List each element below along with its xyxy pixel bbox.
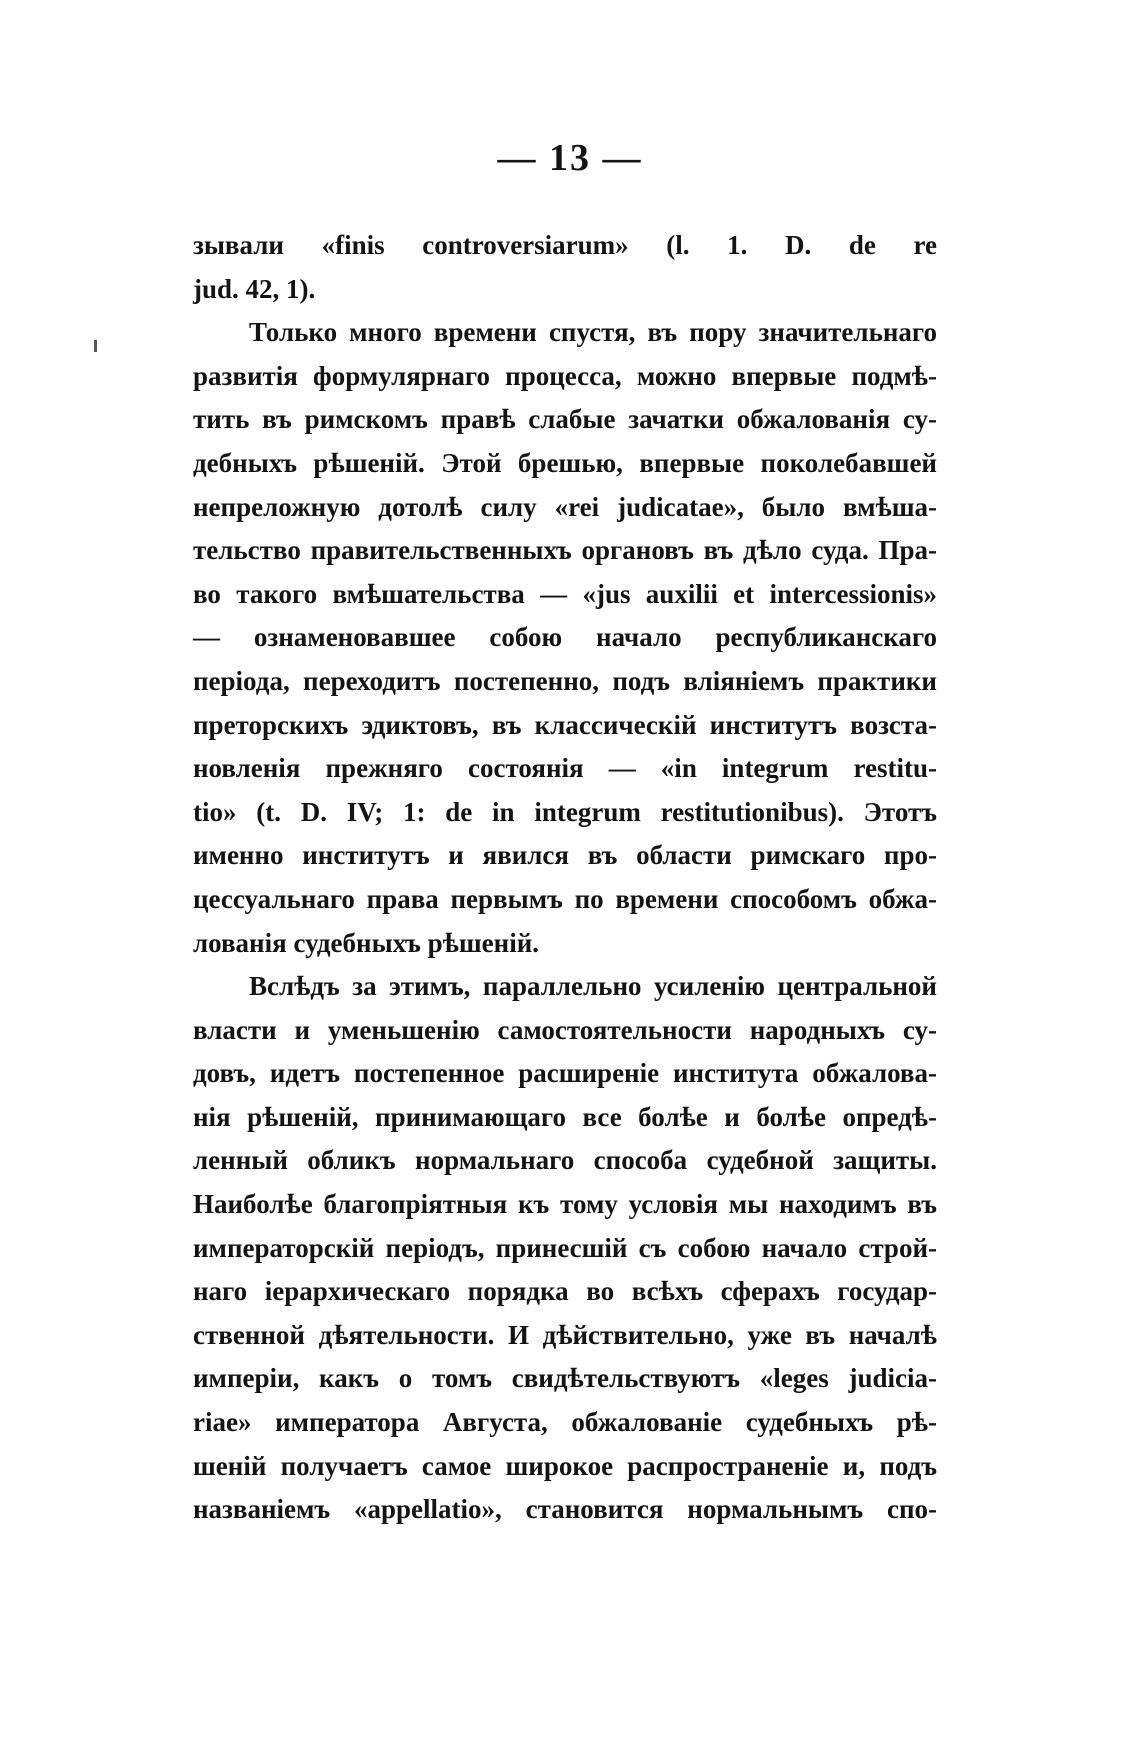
text-line: Только много времени спустя, въ пору значительнаго bbox=[249, 317, 937, 348]
text-line: лованія судебныхъ рѣшеній. bbox=[193, 927, 540, 958]
text-line: именно институтъ и явился въ области римскаго про- bbox=[193, 840, 937, 871]
text-line: нія рѣшеній, принимающаго все болѣе и болѣе опредѣ- bbox=[193, 1101, 937, 1132]
text-line: ленный обликъ нормальнаго способа судебной защиты. bbox=[193, 1145, 937, 1176]
text-line: тельство правительственныхъ органовъ въ дѣло суда. Пра- bbox=[193, 535, 937, 566]
paragraph-3 bbox=[193, 965, 937, 1532]
text-line: непреложную дотолѣ силу «rei judicatae», было вмѣша- bbox=[193, 491, 937, 522]
text-line: имперіи, какъ о томъ свидѣтельствуютъ «leges judicia- bbox=[193, 1363, 937, 1394]
text-line: во такого вмѣшательства — «jus auxilii et intercessionis» bbox=[193, 578, 937, 609]
text-line: тить въ римскомъ правѣ слабые зачатки обжалованія су- bbox=[193, 404, 937, 435]
text-line: Вслѣдъ за этимъ, параллельно усиленію центральной bbox=[249, 971, 937, 1002]
text-line: развитія формулярнаго процесса, можно впервые подмѣ- bbox=[193, 360, 937, 391]
text-line: tio» (t. D. IV; 1: de in integrum restitutionibus). Этотъ bbox=[193, 796, 937, 827]
text-line: зывали «finis controversiarum» (l. 1. D. de re bbox=[193, 230, 937, 260]
text-line: — ознаменовавшее собою начало республиканскаго bbox=[193, 622, 937, 653]
text-line: императорскій періодъ, принесшій съ собою начало строй- bbox=[193, 1232, 937, 1263]
text-line: дебныхъ рѣшеній. Этой брешью, впервые поколебавшей bbox=[193, 447, 937, 478]
text-line: ственной дѣятельности. И дѣйствительно, уже въ началѣ bbox=[193, 1319, 937, 1350]
text-line: довъ, идетъ постепенное расширеніе института обжалова- bbox=[193, 1058, 937, 1089]
text-line: наго іерархическаго порядка во всѣхъ сферахъ государ- bbox=[193, 1276, 937, 1307]
margin-mark bbox=[94, 340, 97, 352]
paragraph-1 bbox=[193, 224, 937, 311]
text-line: Наиболѣе благопріятныя къ тому условія мы находимъ въ bbox=[193, 1189, 937, 1220]
text-line: новленія прежняго состоянія — «in integrum restitu- bbox=[193, 753, 937, 784]
page-number: — 13 — bbox=[497, 137, 643, 179]
text-line: преторскихъ эдиктовъ, въ классическій институтъ возста- bbox=[193, 709, 937, 740]
text-line: періода, переходитъ постепенно, подъ вліяніемъ практики bbox=[193, 665, 937, 696]
text-line: шеній получаетъ самое широкое распространеніе и, подъ bbox=[193, 1450, 937, 1481]
text-line: власти и уменьшенію самостоятельности народныхъ су- bbox=[193, 1014, 937, 1045]
text-line: jud. 42, 1). bbox=[193, 273, 316, 304]
text-line: цессуальнаго права первымъ по времени способомъ обжа- bbox=[193, 883, 937, 914]
paragraph-2 bbox=[193, 311, 937, 965]
text-line: riae» императора Августа, обжалованіе судебныхъ рѣ- bbox=[193, 1407, 937, 1438]
text-line: названіемъ «appellatio», становится нормальнымъ спо- bbox=[193, 1494, 937, 1525]
body-text bbox=[193, 224, 937, 1532]
